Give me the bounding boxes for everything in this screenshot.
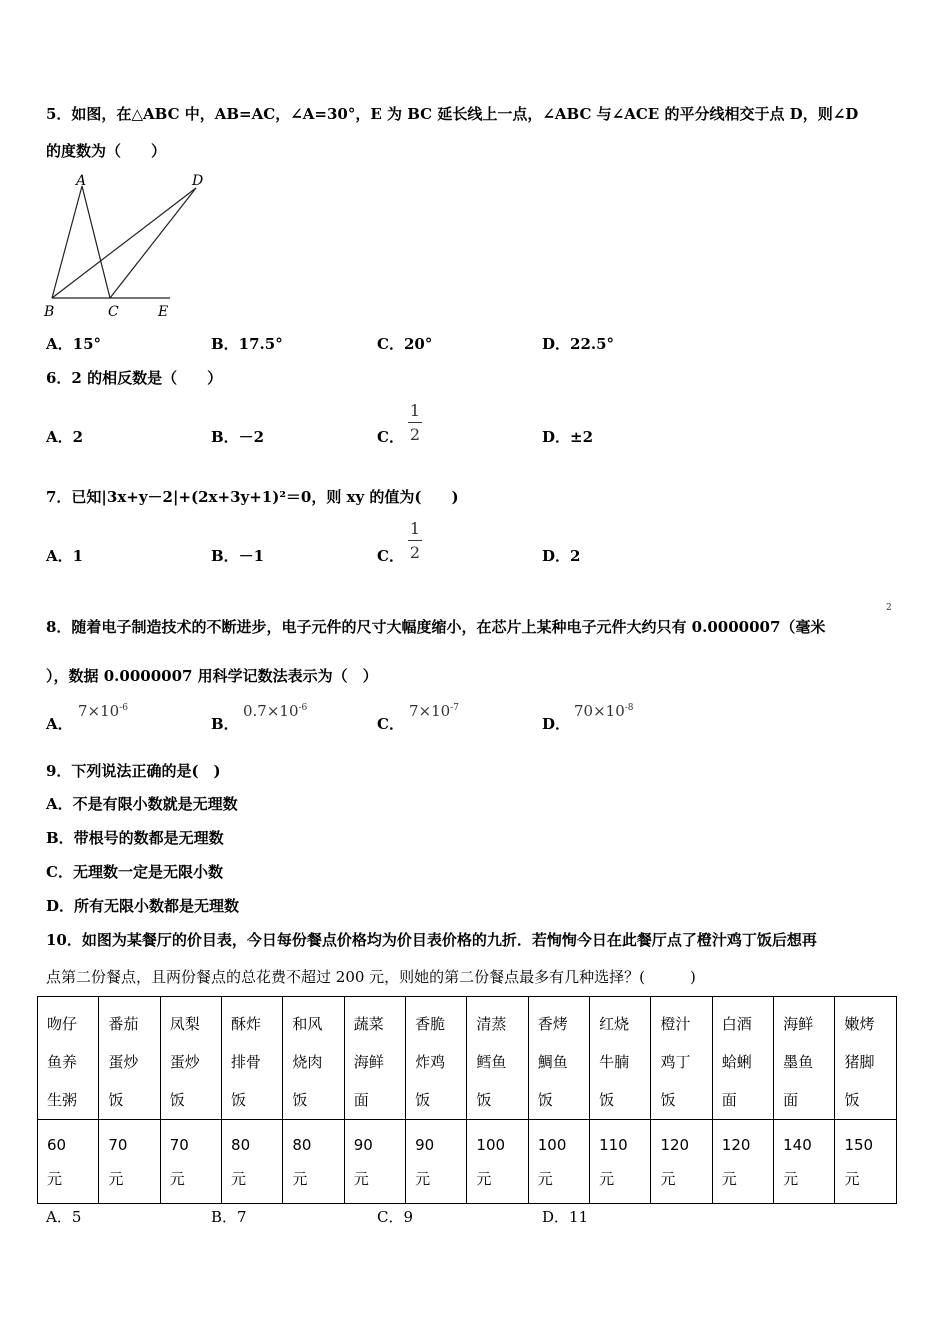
price-currency: 元 <box>353 1170 369 1188</box>
dish-name-line: 鱼养 <box>47 1053 78 1071</box>
dish-name-line: 墨鱼 <box>783 1053 814 1071</box>
q8-stem-line1: 8．随着电子制造技术的不断进步，电子元件的尺寸大幅度缩小，在芯片上某种电子元件大约只有 0.0000007（毫米 <box>46 618 826 636</box>
q6-stem: 6．2 的相反数是（ ） <box>46 369 223 387</box>
dish-name-line: 蔬菜 <box>353 1015 384 1033</box>
dish-name-line: 吻仔 <box>47 1015 78 1033</box>
price-currency: 元 <box>599 1170 615 1188</box>
dish-name-line: 番茄 <box>108 1015 139 1033</box>
q10-option-d[interactable]: D．11 <box>542 1208 589 1226</box>
q10-option-c[interactable]: C．9 <box>377 1208 414 1226</box>
q5-option-a[interactable]: A．15° <box>46 335 102 353</box>
dish-name-cell <box>222 997 283 1120</box>
price-value: 110 <box>599 1136 628 1154</box>
dish-name-line: 香脆 <box>415 1015 446 1033</box>
price-value: 90 <box>353 1136 373 1154</box>
dish-name-line: 海鲜 <box>353 1053 384 1071</box>
dish-name-cell <box>99 997 160 1120</box>
q5-option-d[interactable]: D．22.5° <box>542 335 615 353</box>
q9-stem: 9．下列说法正确的是( ) <box>46 762 221 780</box>
dish-name-line: 生粥 <box>47 1091 78 1109</box>
dish-name-line: 香烤 <box>537 1015 568 1033</box>
dish-name-line: 炸鸡 <box>415 1053 446 1071</box>
dish-name-line: 鸡丁 <box>660 1053 691 1071</box>
price-currency: 元 <box>537 1170 553 1188</box>
q6-frac-den: 2 <box>409 425 421 444</box>
q5-option-c[interactable]: C．20° <box>377 335 433 353</box>
dish-name-row <box>38 997 897 1120</box>
price-value: 90 <box>415 1136 435 1154</box>
price-currency: 元 <box>476 1170 492 1188</box>
price-currency: 元 <box>292 1170 308 1188</box>
label-e: E <box>158 304 169 320</box>
dish-name-line: 猪脚 <box>844 1053 875 1071</box>
price-cell <box>467 1120 528 1204</box>
q6-fraction <box>408 401 422 444</box>
q7-option-a[interactable]: A．1 <box>46 547 84 565</box>
q10-stem-line1: 10．如图为某餐厅的价目表，今日每份餐点价格均为价目表价格的九折．若恂恂今日在此餐厅点了橙汁鸡丁饭后想再 <box>46 931 817 949</box>
price-cell <box>160 1120 221 1204</box>
dish-name-line: 饭 <box>476 1091 492 1109</box>
q8-superscript: 2 <box>886 603 892 613</box>
q8-stem-line2: ），数据 0.0000007 用科学记数法表示为（ ） <box>46 667 378 685</box>
dish-name-line: 和风 <box>292 1015 323 1033</box>
price-cell <box>651 1120 712 1204</box>
dish-name-line: 排骨 <box>231 1053 262 1071</box>
dish-name-cell <box>38 997 99 1120</box>
price-cell <box>283 1120 344 1204</box>
price-value: 70 <box>169 1136 189 1154</box>
dish-name-line: 面 <box>783 1091 799 1109</box>
price-cell <box>590 1120 651 1204</box>
q5-stem-line1: 5．如图，在△ABC 中，AB=AC，∠A=30°，E 为 BC 延长线上一点，∠ABC 与∠ACE 的平分线相交于点 D，则∠D <box>46 105 859 123</box>
price-cell <box>99 1120 160 1204</box>
dish-name-cell <box>651 997 712 1120</box>
dish-name-line: 饭 <box>169 1091 185 1109</box>
dish-name-line: 饭 <box>292 1091 308 1109</box>
price-cell <box>712 1120 773 1204</box>
dish-name-cell <box>774 997 835 1120</box>
dish-name-line: 白酒 <box>721 1015 752 1033</box>
price-currency: 元 <box>415 1170 431 1188</box>
dish-name-line: 面 <box>721 1091 737 1109</box>
q7-option-c[interactable]: C． <box>377 547 404 565</box>
dish-name-line: 清蒸 <box>476 1015 507 1033</box>
q9-option-c[interactable]: C．无理数一定是无限小数 <box>46 863 223 881</box>
q7-option-d[interactable]: D．2 <box>542 547 581 565</box>
price-currency: 元 <box>169 1170 185 1188</box>
dish-name-line: 酥炸 <box>231 1015 262 1033</box>
price-cell <box>774 1120 835 1204</box>
price-cell <box>38 1120 99 1204</box>
q10-option-b[interactable]: B．7 <box>211 1208 247 1226</box>
dish-name-line: 红烧 <box>599 1015 630 1033</box>
dish-name-line: 凤梨 <box>169 1015 200 1033</box>
q8-option-b[interactable]: B． <box>211 715 239 733</box>
q6-option-d[interactable]: D．±2 <box>542 428 594 446</box>
label-c: C <box>108 304 119 320</box>
price-currency: 元 <box>783 1170 799 1188</box>
price-cell <box>344 1120 405 1204</box>
dish-name-line: 饭 <box>844 1091 860 1109</box>
dish-name-cell <box>528 997 589 1120</box>
dish-name-line: 橙汁 <box>660 1015 691 1033</box>
q8-option-a[interactable]: A． <box>46 715 73 733</box>
q6-option-c[interactable]: C． <box>377 428 404 446</box>
dish-name-line: 蛤蜊 <box>721 1053 752 1071</box>
q7-frac-den: 2 <box>409 543 421 562</box>
price-table <box>37 996 897 1204</box>
dish-name-line: 嫩烤 <box>844 1015 875 1033</box>
dish-name-line: 鳕鱼 <box>476 1053 507 1071</box>
dish-name-cell <box>467 997 528 1120</box>
triangle-figure <box>40 168 220 320</box>
q8-option-d[interactable]: D． <box>542 715 571 733</box>
label-a: A <box>76 173 87 189</box>
q8-option-c[interactable]: C． <box>377 715 404 733</box>
price-value: 150 <box>844 1136 874 1154</box>
q8-option-d-value: $70\times 10^{-8}$ <box>574 702 634 720</box>
dish-name-line: 烧肉 <box>292 1053 323 1071</box>
price-currency: 元 <box>47 1170 63 1188</box>
dish-name-cell <box>406 997 467 1120</box>
dish-name-line: 饭 <box>231 1091 247 1109</box>
q10-option-a[interactable]: A．5 <box>46 1208 82 1226</box>
dish-name-cell <box>283 997 344 1120</box>
price-cell <box>406 1120 467 1204</box>
dish-name-line: 饭 <box>415 1091 431 1109</box>
dish-name-line: 饭 <box>108 1091 124 1109</box>
price-value: 80 <box>292 1136 312 1154</box>
price-value: 60 <box>47 1136 67 1154</box>
q8-option-a-value: $7\times 10^{-6}$ <box>78 702 128 720</box>
price-currency: 元 <box>660 1170 676 1188</box>
price-value: 120 <box>660 1136 690 1154</box>
dish-name-line: 饭 <box>660 1091 676 1109</box>
q7-option-b[interactable]: B．－1 <box>211 547 265 565</box>
dish-name-line: 鯛鱼 <box>537 1053 568 1071</box>
q8-option-b-value: $0.7\times 10^{-6}$ <box>243 702 308 720</box>
price-value: 100 <box>476 1136 506 1154</box>
price-row <box>38 1120 897 1204</box>
price-cell <box>528 1120 589 1204</box>
q6-frac-num: 1 <box>409 401 421 420</box>
q6-option-b[interactable]: B．－2 <box>211 428 265 446</box>
dish-name-line: 蛋炒 <box>108 1053 139 1071</box>
price-currency: 元 <box>108 1170 124 1188</box>
dish-name-line: 海鲜 <box>783 1015 814 1033</box>
label-b: B <box>44 304 55 320</box>
q10-stem-line2: 点第二份餐点，且两份餐点的总花费不超过 200 元，则她的第二份餐点最多有几种选择？( ) <box>46 968 696 986</box>
dish-name-cell <box>344 997 405 1120</box>
dish-name-cell <box>160 997 221 1120</box>
q6-option-a[interactable]: A．2 <box>46 428 84 446</box>
dish-name-line: 饭 <box>599 1091 615 1109</box>
price-currency: 元 <box>721 1170 737 1188</box>
q9-option-b[interactable]: B．带根号的数都是无理数 <box>46 829 224 847</box>
q5-stem-line2: 的度数为（ ） <box>46 142 167 160</box>
dish-name-line: 面 <box>353 1091 369 1109</box>
q7-stem: 7．已知|3x+y－2|+(2x+3y+1)²＝0，则 xy 的值为( ) <box>46 488 459 506</box>
price-cell <box>835 1120 897 1204</box>
price-currency: 元 <box>231 1170 247 1188</box>
label-d: D <box>192 173 204 189</box>
dish-name-line: 饭 <box>537 1091 553 1109</box>
price-value: 70 <box>108 1136 128 1154</box>
q7-fraction <box>408 519 422 562</box>
price-cell <box>222 1120 283 1204</box>
price-value: 140 <box>783 1136 812 1154</box>
q7-frac-num: 1 <box>409 519 421 538</box>
dish-name-line: 牛腩 <box>599 1053 630 1071</box>
dish-name-cell <box>712 997 773 1120</box>
q5-option-b[interactable]: B．17.5° <box>211 335 283 353</box>
price-value: 100 <box>537 1136 567 1154</box>
q8-option-c-value: $7\times 10^{-7}$ <box>409 702 459 720</box>
dish-name-cell <box>590 997 651 1120</box>
q9-option-a[interactable]: A．不是有限小数就是无理数 <box>46 795 238 813</box>
dish-name-cell <box>835 997 897 1120</box>
price-value: 120 <box>721 1136 751 1154</box>
q9-option-d[interactable]: D．所有无限小数都是无理数 <box>46 897 240 915</box>
dish-name-line: 蛋炒 <box>169 1053 200 1071</box>
price-currency: 元 <box>844 1170 860 1188</box>
price-value: 80 <box>231 1136 251 1154</box>
